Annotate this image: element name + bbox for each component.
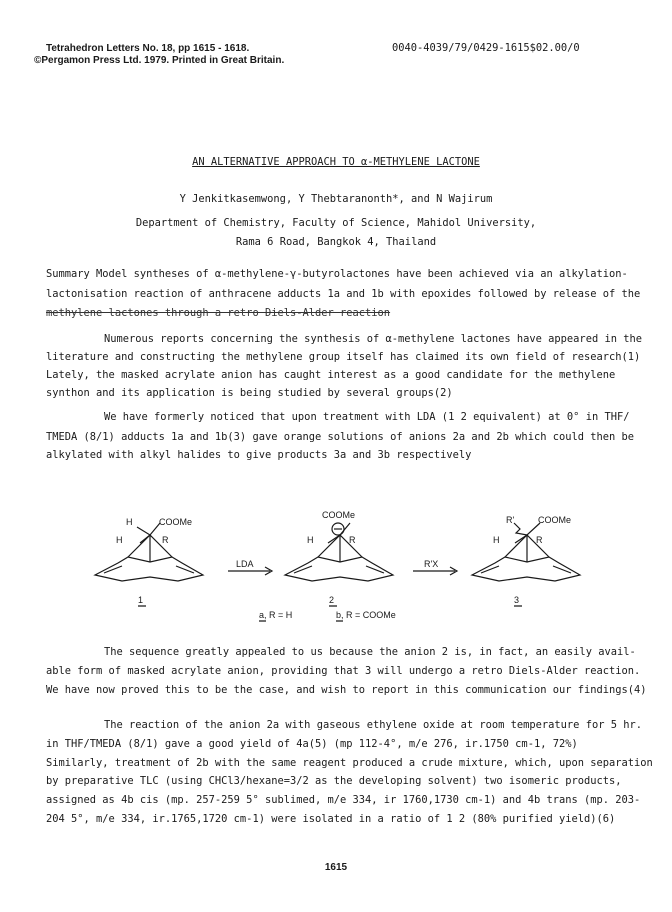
arrow-rx-label: R'X: [424, 559, 439, 569]
para3-line-2: able form of masked acrylate anion, providing that 3 will undergo a retro Diels-Alder reaction.: [46, 665, 641, 677]
compound-1-label: 1: [138, 595, 144, 605]
legend-a: a, R = H: [259, 610, 293, 620]
paper-title: AN ALTERNATIVE APPROACH TO α-METHYLENE LACTONE: [192, 156, 480, 168]
affiliation-line-1: Department of Chemistry, Faculty of Science, Mahidol University,: [135, 217, 537, 229]
article-code: 0040-4039/79/0429-1615$02.00/0: [392, 42, 580, 54]
c2-h: H: [307, 535, 314, 545]
para1-line-1: Numerous reports concerning the synthesis of α-methylene lactones have appeared in the: [104, 333, 642, 345]
c1-h-top: H: [126, 517, 133, 527]
para4-line-1: The reaction of the anion 2a with gaseous ethylene oxide at room temperature for 5 hr.: [104, 719, 642, 731]
c1-r: R: [162, 535, 169, 545]
c3-h: H: [493, 535, 500, 545]
compound-3-label: 3: [514, 595, 520, 605]
para4-line-3: Similarly, treatment of 2b with the same reagent produced a crude mixture, which, upon separation: [46, 757, 653, 769]
para4-line-4: by preparative TLC (using CHCl3/hexane=3/2 as the developing solvent) two isomeric products,: [46, 775, 622, 787]
compound-3-structure: [472, 523, 580, 581]
c3-r: R: [536, 535, 543, 545]
para3-line-1: The sequence greatly appealed to us because the anion 2 is, in fact, an easily avail-: [104, 646, 636, 658]
compound-1-structure: [95, 523, 203, 581]
para2-line-1: We have formerly noticed that upon treatment with LDA (1 2 equivalent) at 0° in THF/: [104, 411, 630, 423]
compound-2-label: 2: [329, 595, 335, 605]
para1-line-3: Lately, the masked acrylate anion has caught interest as a good candidate for the methylene: [46, 369, 616, 381]
para3-line-3: We have now proved this to be the case, and wish to report in this communication our findings(4): [46, 684, 647, 696]
para4-line-2: in THF/TMEDA (8/1) gave a good yield of 4a(5) (mp 112-4°, m/e 276, ir.1750 cm-1, 72%): [46, 738, 578, 750]
para1-line-4: synthon and its application is being studied by several groups(2): [46, 387, 453, 399]
page-number: 1615: [324, 862, 348, 873]
c2-r: R: [349, 535, 356, 545]
summary-line-2: lactonisation reaction of anthracene adducts 1a and 1b with epoxides followed by release of the: [46, 288, 641, 300]
reaction-scheme: [0, 505, 672, 630]
para4-line-6: 204 5°, m/e 334, ir.1765,1720 cm-1) were isolated in a ratio of 1 2 (80% purified yield)(6): [46, 813, 616, 825]
affiliation-line-2: Rama 6 Road, Bangkok 4, Thailand: [235, 236, 437, 248]
c3-r-prime: R': [506, 515, 515, 525]
c2-coome: COOMe: [322, 510, 356, 520]
arrow-lda-label: LDA: [236, 559, 254, 569]
para2-line-2: TMEDA (8/1) adducts 1a and 1b(3) gave orange solutions of anions 2a and 2b which could then be: [46, 431, 635, 443]
authors: Y Jenkitkasemwong, Y Thebtaranonth*, and N Wajirum: [179, 193, 493, 205]
c1-h-left: H: [116, 535, 123, 545]
para4-line-5: assigned as 4b cis (mp. 257-259 5° sublimed, m/e 334, ir 1760,1730 cm-1) and 4b trans (mp. 203-: [46, 794, 641, 806]
journal-citation: Tetrahedron Letters No. 18, pp 1615 - 1618.: [46, 43, 250, 54]
c1-coome: COOMe: [159, 517, 193, 527]
summary-line-1: Summary Model syntheses of α-methylene-γ-butyrolactones have been achieved via an alkylation-: [46, 268, 628, 280]
legend-b: b, R = COOMe: [336, 610, 396, 620]
para2-line-3: alkylated with alkyl halides to give products 3a and 3b respectively: [46, 449, 472, 461]
compound-2-structure: [285, 523, 393, 581]
publisher-line: ©Pergamon Press Ltd. 1979. Printed in Great Britain.: [34, 55, 285, 66]
para1-line-2: literature and constructing the methylene group itself has claimed its own field of research(1): [46, 351, 641, 363]
summary-line-3: methylene lactones through a retro Diels-Alder reaction: [46, 307, 391, 319]
c3-coome: COOMe: [538, 515, 572, 525]
